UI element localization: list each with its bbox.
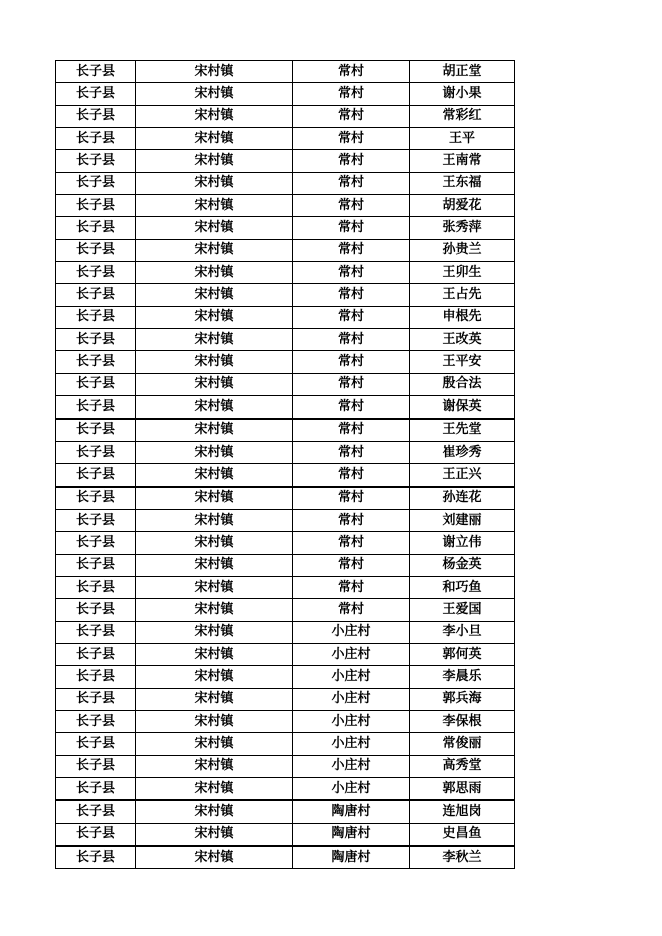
person-name-cell: 王爱国: [410, 599, 515, 621]
village-cell: 常村: [293, 172, 410, 194]
town-cell: 宋村镇: [136, 688, 293, 710]
table-row: [56, 396, 515, 419]
village-cell: 常村: [293, 329, 410, 351]
person-name-cell: 郭思雨: [410, 778, 515, 801]
village-cell: 常村: [293, 576, 410, 598]
data-table: [55, 60, 515, 869]
person-name-cell: 李秋兰: [410, 846, 515, 869]
table-row: [56, 666, 515, 688]
county-cell: 长子县: [56, 576, 136, 598]
person-name-cell: 王平: [410, 128, 515, 150]
village-cell: 常村: [293, 284, 410, 306]
town-cell: 宋村镇: [136, 576, 293, 598]
person-name-cell: 王先堂: [410, 419, 515, 442]
county-cell: 长子县: [56, 688, 136, 710]
person-name-cell: 李晨乐: [410, 666, 515, 688]
person-name-cell: 王平安: [410, 351, 515, 373]
table-row: [56, 509, 515, 531]
person-name-cell: 王卯生: [410, 262, 515, 284]
table-row: [56, 172, 515, 194]
village-cell: 常村: [293, 195, 410, 217]
town-cell: 宋村镇: [136, 800, 293, 823]
village-cell: 常村: [293, 61, 410, 83]
table-row: [56, 306, 515, 328]
table-row: [56, 351, 515, 373]
town-cell: 宋村镇: [136, 846, 293, 869]
person-name-cell: 和巧鱼: [410, 576, 515, 598]
county-cell: 长子县: [56, 217, 136, 239]
county-cell: 长子县: [56, 643, 136, 665]
table-row: [56, 599, 515, 621]
village-cell: 陶唐村: [293, 846, 410, 869]
table-row: [56, 441, 515, 463]
person-name-cell: 李保根: [410, 710, 515, 732]
village-cell: 常村: [293, 105, 410, 127]
county-cell: 长子县: [56, 195, 136, 217]
table-row: [56, 487, 515, 510]
person-name-cell: 刘建丽: [410, 509, 515, 531]
person-name-cell: 高秀堂: [410, 755, 515, 777]
county-cell: 长子县: [56, 83, 136, 105]
village-cell: 陶唐村: [293, 823, 410, 846]
spreadsheet-page: [55, 60, 514, 869]
village-cell: 常村: [293, 239, 410, 261]
county-cell: 长子县: [56, 532, 136, 554]
person-name-cell: 孙贵兰: [410, 239, 515, 261]
table-row: [56, 373, 515, 395]
county-cell: 长子县: [56, 373, 136, 395]
person-name-cell: 王正兴: [410, 464, 515, 487]
table-body: [56, 61, 515, 869]
table-row: [56, 195, 515, 217]
town-cell: 宋村镇: [136, 509, 293, 531]
village-cell: 常村: [293, 599, 410, 621]
table-row: [56, 128, 515, 150]
town-cell: 宋村镇: [136, 599, 293, 621]
county-cell: 长子县: [56, 105, 136, 127]
table-row: [56, 217, 515, 239]
person-name-cell: 常俊丽: [410, 733, 515, 755]
town-cell: 宋村镇: [136, 262, 293, 284]
person-name-cell: 申根先: [410, 306, 515, 328]
person-name-cell: 王改英: [410, 329, 515, 351]
table-row: [56, 150, 515, 172]
county-cell: 长子县: [56, 419, 136, 442]
county-cell: 长子县: [56, 554, 136, 576]
table-row: [56, 464, 515, 487]
person-name-cell: 孙连花: [410, 487, 515, 510]
county-cell: 长子县: [56, 239, 136, 261]
county-cell: 长子县: [56, 150, 136, 172]
table-row: [56, 262, 515, 284]
county-cell: 长子县: [56, 351, 136, 373]
person-name-cell: 史昌鱼: [410, 823, 515, 846]
table-row: [56, 532, 515, 554]
village-cell: 常村: [293, 532, 410, 554]
town-cell: 宋村镇: [136, 150, 293, 172]
table-row: [56, 755, 515, 777]
person-name-cell: 杨金英: [410, 554, 515, 576]
town-cell: 宋村镇: [136, 666, 293, 688]
county-cell: 长子县: [56, 284, 136, 306]
county-cell: 长子县: [56, 441, 136, 463]
village-cell: 常村: [293, 262, 410, 284]
town-cell: 宋村镇: [136, 464, 293, 487]
table-row: [56, 688, 515, 710]
county-cell: 长子县: [56, 710, 136, 732]
county-cell: 长子县: [56, 621, 136, 643]
person-name-cell: 张秀萍: [410, 217, 515, 239]
village-cell: 常村: [293, 441, 410, 463]
village-cell: 常村: [293, 464, 410, 487]
town-cell: 宋村镇: [136, 532, 293, 554]
person-name-cell: 常彩红: [410, 105, 515, 127]
county-cell: 长子县: [56, 733, 136, 755]
table-row: [56, 621, 515, 643]
town-cell: 宋村镇: [136, 329, 293, 351]
town-cell: 宋村镇: [136, 172, 293, 194]
town-cell: 宋村镇: [136, 128, 293, 150]
town-cell: 宋村镇: [136, 487, 293, 510]
town-cell: 宋村镇: [136, 554, 293, 576]
county-cell: 长子县: [56, 509, 136, 531]
town-cell: 宋村镇: [136, 419, 293, 442]
town-cell: 宋村镇: [136, 441, 293, 463]
town-cell: 宋村镇: [136, 373, 293, 395]
county-cell: 长子县: [56, 778, 136, 801]
town-cell: 宋村镇: [136, 83, 293, 105]
table-row: [56, 105, 515, 127]
county-cell: 长子县: [56, 128, 136, 150]
village-cell: 小庄村: [293, 688, 410, 710]
county-cell: 长子县: [56, 61, 136, 83]
table-row: [56, 778, 515, 801]
town-cell: 宋村镇: [136, 643, 293, 665]
person-name-cell: 李小旦: [410, 621, 515, 643]
village-cell: 小庄村: [293, 710, 410, 732]
village-cell: 常村: [293, 306, 410, 328]
county-cell: 长子县: [56, 306, 136, 328]
table-row: [56, 800, 515, 823]
table-row: [56, 239, 515, 261]
table-row: [56, 576, 515, 598]
table-row: [56, 419, 515, 442]
town-cell: 宋村镇: [136, 105, 293, 127]
town-cell: 宋村镇: [136, 755, 293, 777]
village-cell: 常村: [293, 509, 410, 531]
person-name-cell: 郭兵海: [410, 688, 515, 710]
table-row: [56, 643, 515, 665]
county-cell: 长子县: [56, 755, 136, 777]
village-cell: 小庄村: [293, 733, 410, 755]
county-cell: 长子县: [56, 823, 136, 846]
person-name-cell: 王南常: [410, 150, 515, 172]
county-cell: 长子县: [56, 800, 136, 823]
town-cell: 宋村镇: [136, 217, 293, 239]
county-cell: 长子县: [56, 666, 136, 688]
town-cell: 宋村镇: [136, 778, 293, 801]
village-cell: 小庄村: [293, 621, 410, 643]
person-name-cell: 殷合法: [410, 373, 515, 395]
table-row: [56, 284, 515, 306]
town-cell: 宋村镇: [136, 710, 293, 732]
person-name-cell: 胡爱花: [410, 195, 515, 217]
table-row: [56, 554, 515, 576]
person-name-cell: 谢立伟: [410, 532, 515, 554]
village-cell: 陶唐村: [293, 800, 410, 823]
county-cell: 长子县: [56, 464, 136, 487]
person-name-cell: 郭何英: [410, 643, 515, 665]
table-row: [56, 61, 515, 83]
village-cell: 常村: [293, 83, 410, 105]
table-row: [56, 846, 515, 869]
county-cell: 长子县: [56, 396, 136, 419]
village-cell: 常村: [293, 150, 410, 172]
village-cell: 小庄村: [293, 666, 410, 688]
table-row: [56, 329, 515, 351]
county-cell: 长子县: [56, 487, 136, 510]
town-cell: 宋村镇: [136, 239, 293, 261]
person-name-cell: 王占先: [410, 284, 515, 306]
town-cell: 宋村镇: [136, 733, 293, 755]
town-cell: 宋村镇: [136, 195, 293, 217]
county-cell: 长子县: [56, 262, 136, 284]
village-cell: 常村: [293, 487, 410, 510]
town-cell: 宋村镇: [136, 284, 293, 306]
town-cell: 宋村镇: [136, 621, 293, 643]
village-cell: 常村: [293, 351, 410, 373]
town-cell: 宋村镇: [136, 306, 293, 328]
village-cell: 常村: [293, 419, 410, 442]
county-cell: 长子县: [56, 172, 136, 194]
village-cell: 常村: [293, 373, 410, 395]
town-cell: 宋村镇: [136, 396, 293, 419]
table-row: [56, 83, 515, 105]
town-cell: 宋村镇: [136, 61, 293, 83]
town-cell: 宋村镇: [136, 823, 293, 846]
person-name-cell: 谢小果: [410, 83, 515, 105]
village-cell: 常村: [293, 128, 410, 150]
person-name-cell: 崔珍秀: [410, 441, 515, 463]
person-name-cell: 连旭岗: [410, 800, 515, 823]
village-cell: 常村: [293, 396, 410, 419]
table-row: [56, 733, 515, 755]
person-name-cell: 谢保英: [410, 396, 515, 419]
person-name-cell: 胡正堂: [410, 61, 515, 83]
county-cell: 长子县: [56, 599, 136, 621]
town-cell: 宋村镇: [136, 351, 293, 373]
village-cell: 常村: [293, 217, 410, 239]
table-row: [56, 710, 515, 732]
person-name-cell: 王东福: [410, 172, 515, 194]
county-cell: 长子县: [56, 846, 136, 869]
village-cell: 小庄村: [293, 755, 410, 777]
table-row: [56, 823, 515, 846]
village-cell: 小庄村: [293, 643, 410, 665]
village-cell: 小庄村: [293, 778, 410, 801]
village-cell: 常村: [293, 554, 410, 576]
county-cell: 长子县: [56, 329, 136, 351]
